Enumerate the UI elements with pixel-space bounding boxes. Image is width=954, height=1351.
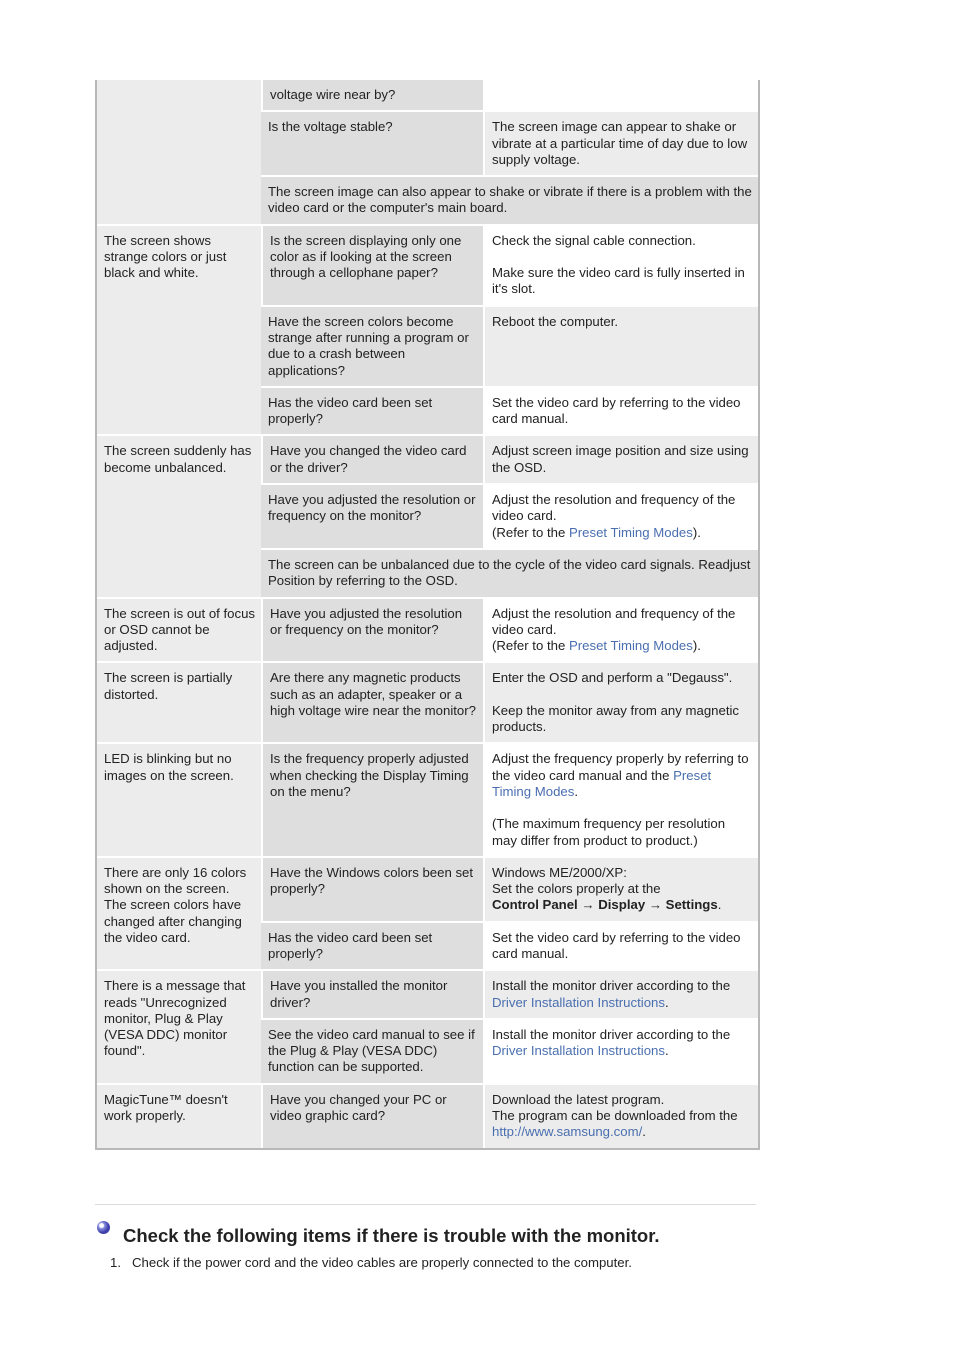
symptom-cell: The screen suddenly has become unbalanced. xyxy=(97,434,261,596)
note-cell: The screen image can also appear to shake or vibrate if there is a problem with the video card or the computer's main board. xyxy=(261,175,758,224)
table-row xyxy=(97,856,758,921)
symptom-cell: There are only 16 colors shown on the screen. The screen colors have changed after changing the video card. xyxy=(97,856,261,969)
check-cell: See the video card manual to see if the Plug & Play (VESA DDC) function can be supported. xyxy=(261,1018,483,1083)
table-row xyxy=(97,742,758,855)
check-cell: Has the video card been set properly? xyxy=(261,921,483,970)
check-cell: Have the Windows colors been set properly? xyxy=(261,856,483,921)
solution-cell: Reboot the computer. xyxy=(483,305,758,386)
check-cell: Is the frequency properly adjusted when checking the Display Timing on the menu? xyxy=(261,742,483,855)
symptom-cell: MagicTune™ doesn't work properly. xyxy=(97,1083,261,1148)
preset-timing-modes-link[interactable]: Preset Timing Modes xyxy=(492,767,712,799)
purple-sphere-bullet-icon xyxy=(97,1221,110,1234)
table-row xyxy=(97,224,758,305)
check-list xyxy=(110,1255,632,1270)
table-row xyxy=(97,80,758,110)
solution-cell xyxy=(483,661,758,742)
solution-text: Enter the OSD and perform a "Degauss". xyxy=(492,670,733,686)
solution-cell xyxy=(483,80,758,110)
solution-cell: Download the latest program. The program can be downloaded from the http://www.samsung.com/. xyxy=(483,1083,758,1148)
list-item: 1. Check if the power cord and the video cables are properly connected to the computer. xyxy=(110,1255,632,1270)
table-row xyxy=(97,969,758,1018)
solution-text: Download the latest program. xyxy=(492,1091,665,1107)
check-cell: Have you changed your PC or video graphic card? xyxy=(261,1083,483,1148)
check-cell: Is the voltage stable? xyxy=(261,110,483,175)
solution-text: Keep the monitor away from any magnetic products. xyxy=(492,702,740,735)
solution-text: Adjust the resolution and frequency of the video card. xyxy=(492,605,736,637)
symptom-cell: The screen shows strange colors or just black and white. xyxy=(97,224,261,435)
check-cell: Have you changed the video card or the driver? xyxy=(261,434,483,483)
control-panel-path: Control Panel → Display → Settings xyxy=(492,897,718,913)
check-cell: Has the video card been set properly? xyxy=(261,386,483,435)
solution-cell: Set the video card by referring to the video card manual. xyxy=(483,921,758,970)
samsung-website-link[interactable]: http://www.samsung.com/ xyxy=(492,1124,643,1140)
table-row xyxy=(97,661,758,742)
preset-timing-modes-link[interactable]: Preset Timing Modes xyxy=(568,638,693,654)
note-cell: The screen can be unbalanced due to the cycle of the video card signals. Readjust Position by referring to the OSD. xyxy=(261,548,758,597)
solution-text: (The maximum frequency per resolution may differ from product to product.) xyxy=(492,816,726,848)
check-cell: Have you adjusted the resolution or frequency on the monitor? xyxy=(261,597,483,662)
solution-cell: Adjust the resolution and frequency of the video card. (Refer to the Preset Timing Modes). xyxy=(483,483,758,548)
solution-text: Make sure the video card is fully inserted in it's slot. xyxy=(492,265,745,297)
solution-cell xyxy=(483,224,758,305)
table-row xyxy=(97,1083,758,1148)
check-cell: voltage wire near by? xyxy=(261,80,483,110)
solution-cell: Windows ME/2000/XP: Set the colors properly at the Control Panel → Display → Settings. xyxy=(483,856,758,921)
solution-cell: Adjust screen image position and size using the OSD. xyxy=(483,434,758,483)
solution-cell: Adjust the frequency properly by referring to the video card manual and the Preset Timing Modes. (The maximum frequency per resolution may differ from product to product.) xyxy=(483,742,758,855)
section-divider xyxy=(95,1204,756,1205)
check-cell: Are there any magnetic products such as an adapter, speaker or a high voltage wire near the monitor? xyxy=(261,661,483,742)
check-cell: Have you installed the monitor driver? xyxy=(261,969,483,1018)
preset-timing-modes-link[interactable]: Preset Timing Modes xyxy=(568,524,693,540)
check-cell: Have you adjusted the resolution or frequency on the monitor? xyxy=(261,483,483,548)
table-row xyxy=(97,597,758,662)
driver-installation-link[interactable]: Driver Installation Instructions xyxy=(492,994,665,1010)
solution-cell: The screen image can appear to shake or vibrate at a particular time of day due to low supply voltage. xyxy=(483,110,758,175)
troubleshooting-table xyxy=(95,80,760,1150)
solution-cell: Install the monitor driver according to the Driver Installation Instructions. xyxy=(483,969,758,1018)
check-cell: Have the screen colors become strange after running a program or due to a crash between applications? xyxy=(261,305,483,386)
solution-text: Windows ME/2000/XP: xyxy=(492,864,627,880)
symptom-cell: There is a message that reads "Unrecognized monitor, Plug & Play (VESA DDC) monitor found". xyxy=(97,969,261,1082)
symptom-cell: The screen is out of focus or OSD cannot be adjusted. xyxy=(97,597,261,662)
check-cell: Is the screen displaying only one color as if looking at the screen through a cellophane paper? xyxy=(261,224,483,305)
section-heading: Check the following items if there is trouble with the monitor. xyxy=(123,1225,660,1246)
solution-cell: Adjust the resolution and frequency of the video card. (Refer to the Preset Timing Modes). xyxy=(483,597,758,662)
solution-cell: Set the video card by referring to the video card manual. xyxy=(483,386,758,435)
symptom-cell: The screen is partially distorted. xyxy=(97,661,261,742)
table-row xyxy=(97,434,758,483)
solution-text: Check the signal cable connection. xyxy=(492,232,696,248)
solution-cell: Install the monitor driver according to the Driver Installation Instructions. xyxy=(483,1018,758,1083)
symptom-cell: LED is blinking but no images on the screen. xyxy=(97,742,261,855)
driver-installation-link[interactable]: Driver Installation Instructions xyxy=(492,1043,665,1059)
symptom-cell xyxy=(97,80,261,224)
solution-text: Adjust the resolution and frequency of the video card. xyxy=(492,492,736,524)
